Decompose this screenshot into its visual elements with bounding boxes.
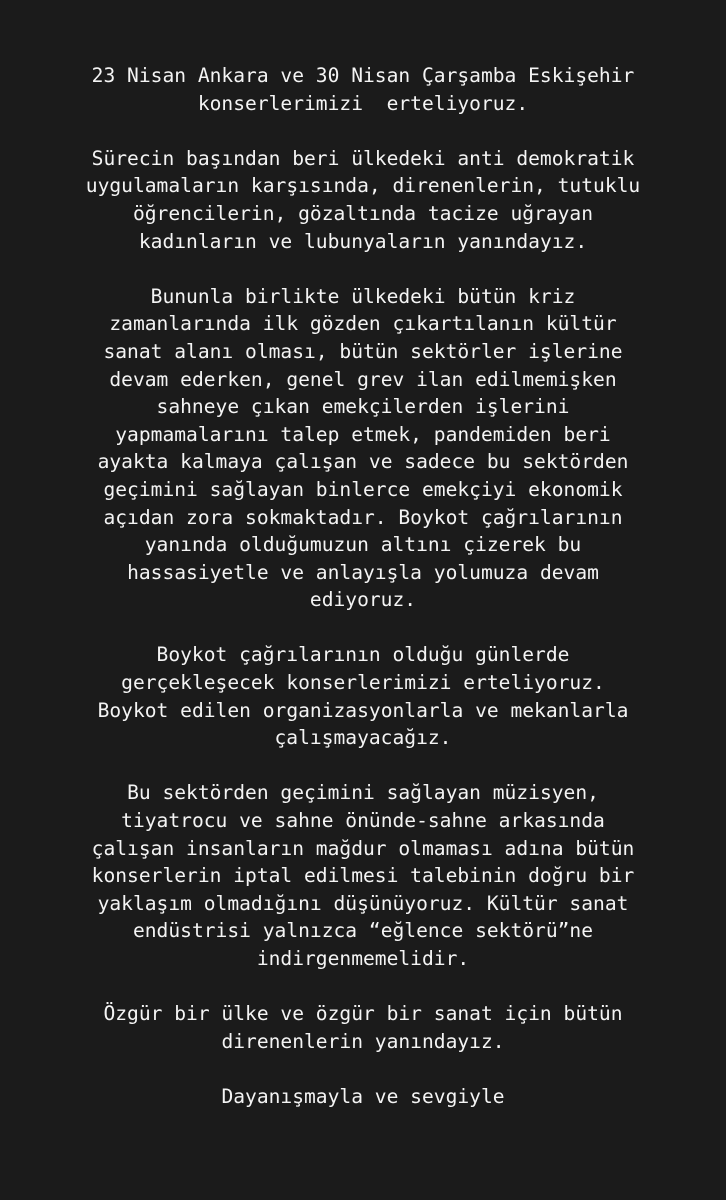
text-line: Özgür bir ülke ve özgür bir sanat için bütün [103, 1002, 623, 1026]
text-line: yapmamalarını talep etmek, pandemiden beri [115, 422, 611, 446]
text-line: yanında olduğumuzun altını çizerek bu [144, 533, 582, 557]
text-line: hassasiyetle ve anlayışla yolumuza devam [127, 560, 599, 584]
text-line: öğrencilerin, gözaltında tacize uğrayan [132, 201, 594, 225]
text-line: ediyoruz. [309, 588, 417, 612]
text-line: indirgenmemelidir. [256, 947, 470, 970]
text-line: konserlerimizi erteliyoruz. [197, 91, 529, 115]
paragraph-solidarity [0, 145, 726, 255]
text-line: 23 Nisan Ankara ve 30 Nisan Çarşamba Eskişehir [91, 64, 635, 87]
text-line: tiyatrocu ve sahne önünde-sahne arkasında [121, 809, 605, 833]
text-line: çalışan insanların mağdur olmaması adına bütün [91, 836, 635, 860]
text-line: Sürecin başından beri ülkedeki anti demokratik [91, 146, 635, 170]
text-line: Dayanışmayla ve sevgiyle [221, 1084, 505, 1108]
text-line: çalışmayacağız. [274, 726, 452, 750]
text-line: Boykot edilen organizasyonlarla ve mekanlarla [97, 698, 629, 722]
text-line: gerçekleşecek konserlerimizi erteliyoruz. [121, 671, 605, 695]
text-line: açıdan zora sokmaktadır. Boykot çağrılarının [103, 505, 623, 529]
text-line: kadınların ve lubunyaların yanındayız. [138, 229, 588, 253]
text-line: direnenlerin yanındayız. [221, 1029, 505, 1053]
text-line: konserlerin iptal edilmesi talebinin doğru bir [91, 864, 635, 888]
text-line: sahneye çıkan emekçilerden işlerini [156, 395, 570, 419]
paragraph-culture-sector [0, 283, 726, 614]
text-line: Bu sektörden geçimini sağlayan müzisyen, [127, 781, 599, 805]
text-line: yaklaşım olmadığını düşünüyoruz. Kültür sanat [97, 891, 629, 915]
paragraph-workers [0, 779, 726, 972]
statement-text [0, 62, 726, 1138]
text-line: geçimini sağlayan binlerce emekçiyi ekonomik [103, 477, 623, 501]
text-line: ayakta kalmaya çalışan ve sadece bu sektörden [97, 450, 629, 474]
paragraph-free-country [0, 1000, 726, 1055]
text-line: devam ederken, genel grev ilan edilmemişken [109, 367, 617, 391]
paragraph-boycott [0, 641, 726, 751]
text-line: zamanlarında ilk gözden çıkartılanın kültür [109, 312, 617, 336]
text-line: endüstrisi yalnızca “eğlence sektörü”ne [132, 919, 594, 943]
paragraph-postponement [0, 62, 726, 117]
text-line: uygulamaların karşısında, direnenlerin, tutuklu [85, 174, 641, 198]
text-line: Boykot çağrılarının olduğu günlerde [156, 643, 570, 667]
text-line: sanat alanı olması, bütün sektörler işlerine [103, 339, 623, 363]
text-line: Bununla birlikte ülkedeki bütün kriz [150, 284, 576, 308]
paragraph-signoff [0, 1083, 726, 1111]
